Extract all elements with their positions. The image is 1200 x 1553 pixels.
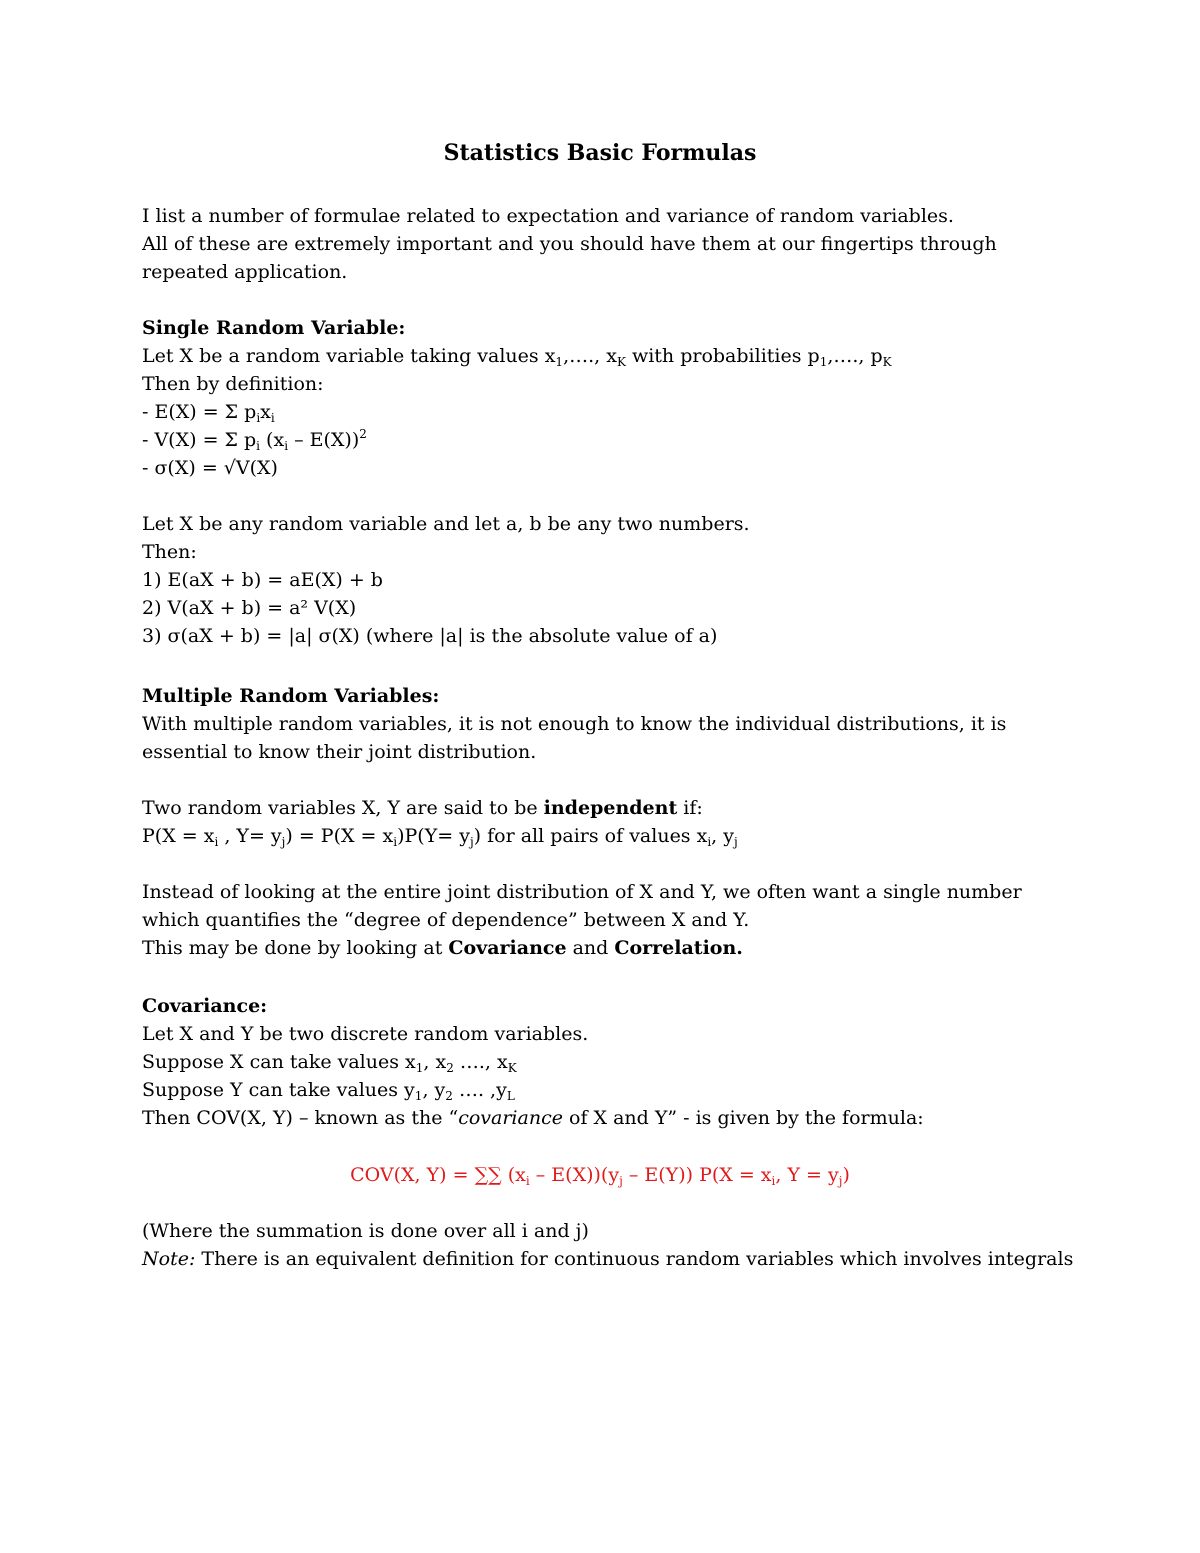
dependence-line-1: Instead of looking at the entire joint distribution of X and Y, we often want a single number: [142, 881, 1022, 903]
summation-note: (Where the summation is done over all i and j): [142, 1220, 589, 1242]
page-title: Statistics Basic Formulas: [443, 140, 757, 166]
covariance-line-3: Suppose Y can take values $y_1$, $y_2$ …. $,y_L$: [142, 1079, 515, 1103]
single-values-line: Let X be a random variable taking values $x_1,\dots$., $x_K$ with probabilities $p_1,\dots$., $p_K$: [142, 345, 892, 369]
then-by-definition: Then by definition:: [142, 373, 324, 395]
rule-3: 3) σ(aX + b) = |a| σ(X) (where |a| is the absolute value of a): [142, 625, 718, 647]
then-line: Then:: [142, 541, 197, 563]
intro-line-3: repeated application.: [142, 261, 348, 283]
dependence-line-2: which quantifies the “degree of dependence” between X and Y.: [142, 909, 750, 931]
single-heading: Single Random Variable:: [142, 317, 406, 339]
covariance-line-4: Then COV(X, Y) – known as the “covariance of X and Y” - is given by the formula:: [142, 1107, 924, 1129]
covariance-heading: Covariance:: [142, 995, 268, 1017]
covariance-line-2: Suppose X can take values $x_1$, $x_2$ …., $x_K$: [142, 1051, 517, 1075]
rule-1: 1) E(aX + b) = aE(X) + b: [142, 569, 383, 591]
variance-formula: - V(X) = Σ $p_i$ $(x_i - E(X))^2$: [142, 427, 367, 453]
sigma-formula: - σ(X) = √V(X): [142, 457, 278, 479]
covariance-formula: COV(X, Y) = ∑∑ $(x_i - E(X))(y_j - E(Y)) P(X = x_i$, $Y = y_j$): [350, 1164, 850, 1188]
multiple-para-line-1: With multiple random variables, it is not enough to know the individual distributions, it is: [142, 713, 1007, 735]
continuous-note: Note: There is an equivalent definition for continuous random variables which involves integrals: [142, 1248, 1074, 1270]
dependence-line-3: This may be done by looking at Covariance and Correlation.: [142, 937, 743, 959]
independence-formula: $P(X = x_i$ , $Y= y_j) = P(X = x_i)P(Y= y_j)$ for all pairs of values $x_i$, $y_j$: [142, 825, 738, 849]
intro-line-1: I list a number of formulae related to expectation and variance of random variables.: [142, 205, 954, 227]
expectation-formula: - E(X) = Σ $p_ix_i$: [142, 401, 275, 425]
intro-line-2: All of these are extremely important and you should have them at our fingertips through: [142, 233, 997, 255]
independence-line: Two random variables X, Y are said to be independent if:: [142, 797, 703, 819]
covariance-line-1: Let X and Y be two discrete random variables.: [142, 1023, 589, 1045]
let-ab-line: Let X be any random variable and let a, b be any two numbers.: [142, 513, 750, 535]
multiple-heading: Multiple Random Variables:: [142, 685, 440, 707]
multiple-para-line-2: essential to know their joint distribution.: [142, 741, 537, 763]
rule-2: 2) V(aX + b) = a² V(X): [142, 597, 357, 619]
